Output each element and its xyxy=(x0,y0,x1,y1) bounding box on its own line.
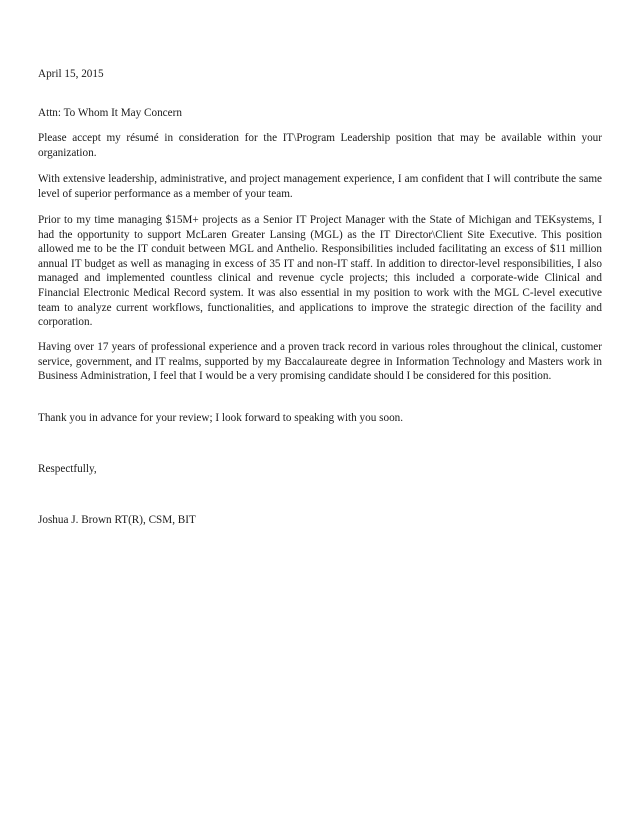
attention-line: Attn: To Whom It May Concern xyxy=(38,107,182,119)
letter-date: April 15, 2015 xyxy=(38,68,104,80)
paragraph-thanks: Thank you in advance for your review; I look forward to speaking with you soon. xyxy=(38,412,404,424)
paragraph-qualifications: Having over 17 years of professional experience and a proven track record in various roles throughout the clinical, customer service, government, and IT realms, supported by my Baccalaureate degree in Information Technology and Masters work in Business Administration, I feel that I would be a very promising candidate should I be considered for this position. xyxy=(38,341,602,383)
paragraph-background: Prior to my time managing $15M+ projects as a Senior IT Project Manager with the State of Michigan and TEKsystems, I had the opportunity to support McLaren Greater Lansing (MGL) as the IT Director\Client Site Executive. This position allowed me to be the IT conduit between MGL and Anthelio. Responsibilities included facilitating an excess of $11 million annual IT budget as well as managing in excess of 35 IT and non-IT staff. In addition to director-level responsibilities, I also managed and implemented countless clinical and revenue cycle projects; this included a corporate-wide Clinical and Financial Electronic Medical Record system. It was also essential in my position to work with the MGL C-level executive team to analyze current workflows, functionalities, and applications to improve the strategic direction of the facility and corporation. xyxy=(38,214,602,329)
paragraph-experience: With extensive leadership, administrative, and project management experience, I am confident that I will contribute the same level of superior performance as a member of your team. xyxy=(38,173,602,200)
signature: Joshua J. Brown RT(R), CSM, BIT xyxy=(38,514,196,526)
closing: Respectfully, xyxy=(38,463,97,475)
paragraph-intro: Please accept my résumé in consideration for the IT\Program Leadership position that may be available within your organization. xyxy=(38,132,602,159)
